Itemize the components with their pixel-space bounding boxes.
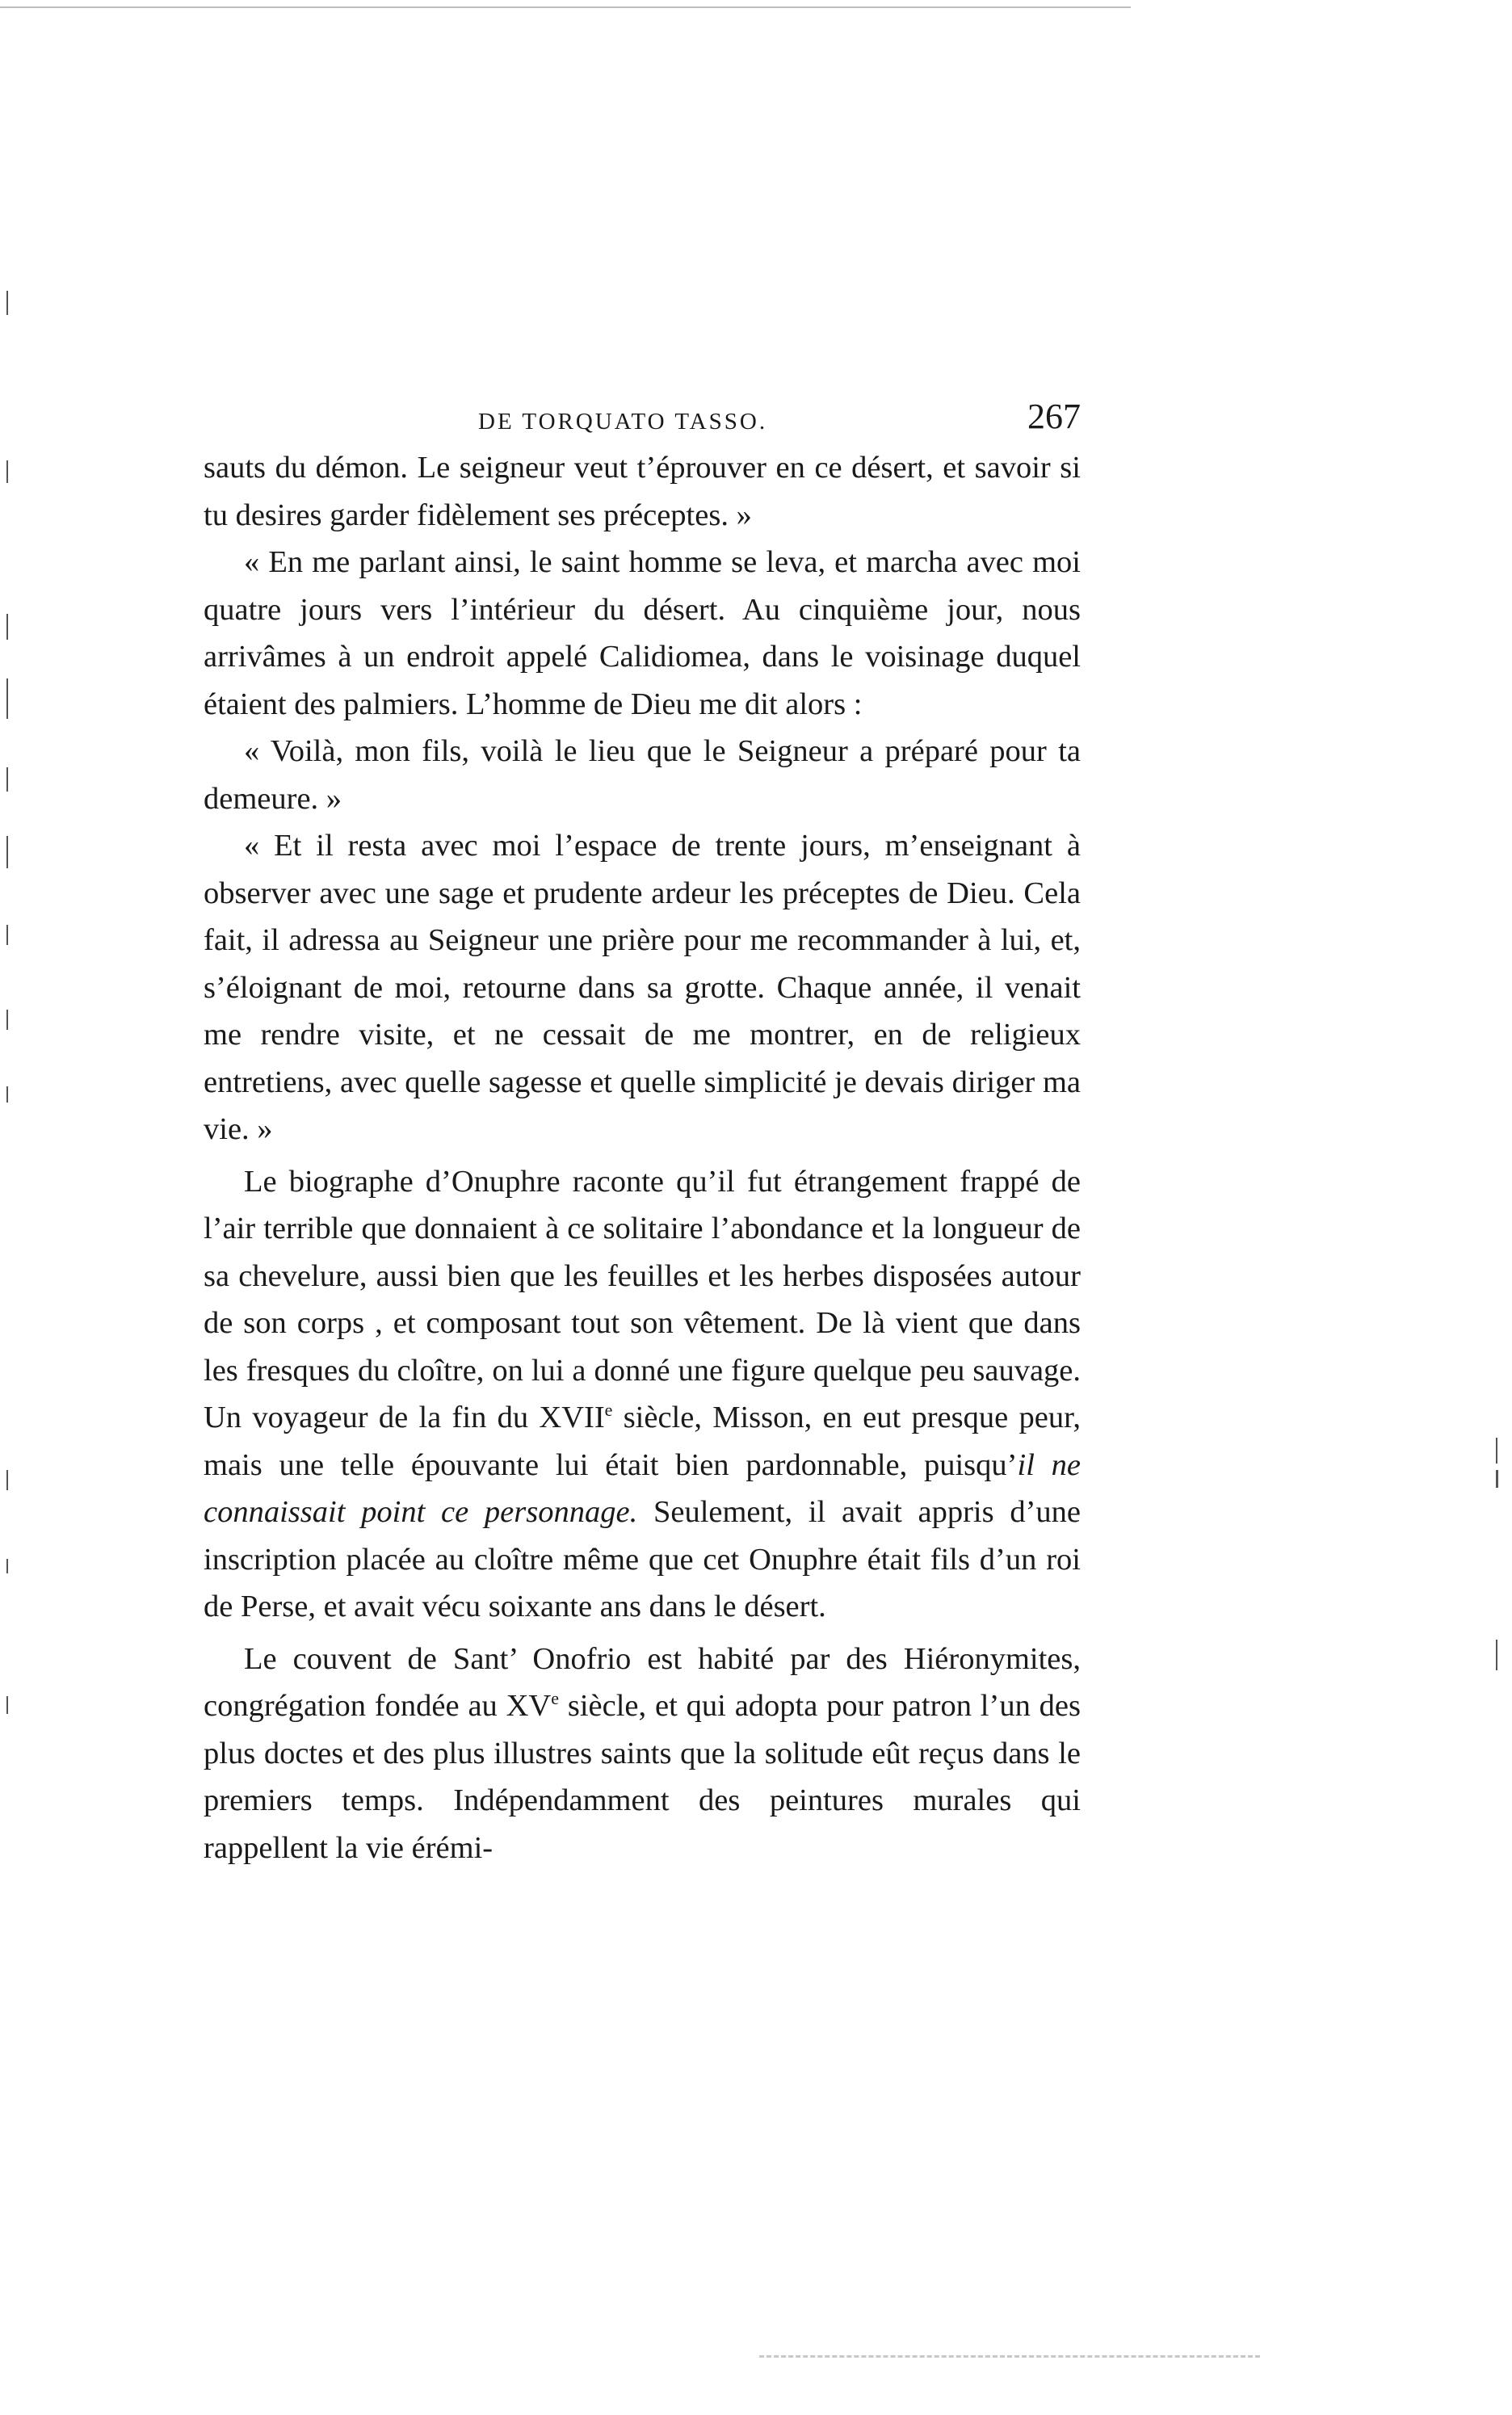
paragraph-5 (204, 1158, 1081, 1631)
paragraph-5-text: Seulement, il avait appris d’une inscription placée au cloître même que cet Onuphre était fils d’un roi de Perse, et avait vécu soixante ans dans le désert. (204, 1495, 1081, 1623)
scan-mark (6, 614, 8, 640)
paragraph-6 (204, 1636, 1081, 1872)
scan-mark (1496, 1470, 1498, 1488)
paragraph-2: « En me parlant ainsi, le saint homme se leva, et marcha avec moi quatre jours vers l’intérieur du désert. Au cinquième jour, nous arrivâmes à un endroit appelé Calidiomea, dans le voisinage duquel étaient des palmiers. L’homme de Dieu me dit alors : (204, 545, 1081, 721)
scan-mark (6, 1559, 8, 1573)
running-head (204, 388, 1081, 444)
scan-mark (1496, 1438, 1497, 1464)
italic-quote: il ne connaissait point ce personnage. (204, 1447, 1081, 1529)
scan-mark (6, 460, 8, 483)
scan-mark (6, 1086, 8, 1102)
running-title: DE TORQUATO TASSO. (478, 409, 768, 435)
paragraph-1: sauts du démon. Le seigneur veut t’éprouver en ce désert, et savoir si tu desires garder fidèlement ses préceptes. » (204, 451, 1081, 532)
superscript-ordinal: e (551, 1688, 560, 1709)
scan-mark (6, 767, 8, 792)
scan-mark (6, 1696, 8, 1714)
body-text (204, 444, 1081, 1871)
paragraph-6-text: siècle, et qui adopta pour patron l’un des plus doctes et des plus illustres saints que la solitude eût reçus dans le premiers temps. Indépendamment des peintures murales qui rappellent la vie érémi- (204, 1689, 1082, 1865)
page-number: 267 (1027, 397, 1081, 436)
scan-mark (6, 1010, 8, 1030)
paragraph-5-text: siècle, Misson, en eut presque peur, mais une telle épouvante lui était bien pardonnable, puisqu’ (204, 1401, 1081, 1482)
scan-mark (6, 291, 8, 315)
scan-edge-bottom (759, 2355, 1260, 2358)
paragraph-4: « Et il resta avec moi l’espace de trente jours, m’enseignant à observer avec une sage et prudente ardeur les préceptes de Dieu. Cela fait, il adressa au Seigneur une prière pour me recommander à lui, et, s’éloignant de moi, retourne dans sa grotte. Chaque année, il venait me rendre visite, et ne cessait de me montrer, en de religieux entretiens, avec quelle sagesse et quelle simplicité je devais diriger ma vie. » (204, 829, 1081, 1146)
scan-edge-top (0, 6, 1131, 8)
superscript-ordinal: e (604, 1400, 613, 1421)
scan-mark (1496, 1640, 1497, 1670)
paragraph-6-text: Le couvent de Sant’ Onofrio est habité par des Hiéronymites, congrégation fondée au XV (204, 1641, 1081, 1723)
paragraph-5-text: Le biographe d’Onuphre raconte qu’il fut étrangement frappé de l’air terrible que donnaient à ce solitaire l’abondance et la longueur de sa chevelure, aussi bien que les feuilles et les herbes disposées autour de son corps , et composant tout son vêtement. De là vient que dans les fresques du cloître, on lui a donné une figure quelque peu sauvage. Un voyageur de la fin du XVII (204, 1164, 1081, 1434)
scan-mark (6, 678, 8, 719)
paragraph-3: « Voilà, mon fils, voilà le lieu que le Seigneur a préparé pour ta demeure. » (204, 734, 1081, 816)
scan-mark (6, 836, 8, 868)
scan-mark (6, 1470, 8, 1490)
scan-mark (6, 925, 8, 945)
book-page (204, 388, 1081, 1871)
